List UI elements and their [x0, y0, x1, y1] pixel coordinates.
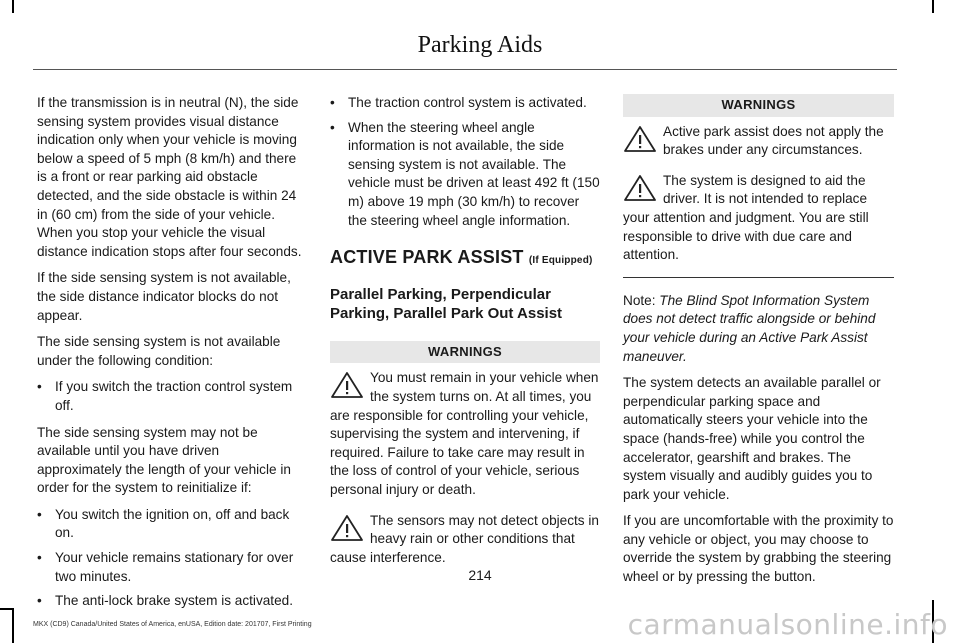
list-item [330, 94, 600, 113]
list-item [37, 506, 302, 543]
crop-mark-bottom-left-h [0, 608, 14, 610]
warning-item [330, 512, 600, 568]
bullet-list [37, 378, 302, 415]
warning-item [623, 123, 894, 160]
section-title-suffix: (If Equipped) [528, 255, 593, 267]
bullet-list [330, 94, 600, 230]
page-number: 214 [468, 567, 492, 583]
crop-mark-bottom-left [12, 608, 14, 643]
warnings-divider [623, 277, 894, 278]
warning-item [623, 172, 894, 265]
warning-text: The system is designed to aid the driver. It is not intended to replace your attention and judgment. You are still responsible to drive with due care and attention. [623, 172, 869, 263]
warnings-heading: WARNINGS [623, 94, 894, 117]
page-title: Parking Aids [417, 32, 543, 58]
section-heading [330, 248, 600, 271]
list-item-text: When the steering wheel angle information is not available, the side sensing system is not available. The vehicle must be driven at least 492 ft (150 m) above 19 mph (30 km/h) to recover the steering wheel angle information. [348, 119, 600, 228]
middle-column [330, 94, 600, 579]
bullet-list [37, 506, 302, 611]
note-label: Note: [623, 292, 656, 308]
paragraph: The side sensing system may not be available until you have driven approximately the length of your vehicle in order for the system to reinitialize if: [37, 424, 291, 496]
paragraph: The side sensing system is not available under the following condition: [37, 334, 281, 368]
paragraph: If the transmission is in neutral (N), the side sensing system provides visual distance indication only when your vehicle is moving below a speed of 5 mph (8 km/h) and there is a front or rear parking aid obstacle detected, and the side obstacle is within 24 in (60 cm) from the side of your vehicle. When you stop your vehicle the visual distance indication stops after four seconds. [37, 95, 302, 259]
bullet-icon: • [330, 119, 335, 135]
bullet-icon: • [37, 593, 42, 609]
subsection-heading: Parallel Parking, Perpendicular Parking, Parallel Park Out Assist [330, 285, 563, 322]
section-title-text: ACTIVE PARK ASSIST [330, 247, 524, 268]
list-item [330, 119, 600, 231]
warning-triangle-icon [623, 174, 657, 202]
warning-text: Active park assist does not apply the brakes under any circumstances. [663, 123, 884, 158]
note-paragraph [623, 292, 894, 366]
list-item [37, 592, 302, 611]
list-item [37, 378, 302, 415]
warnings-heading: WARNINGS [330, 341, 600, 364]
list-item-text: The anti-lock brake system is activated. [55, 593, 293, 609]
list-item-text: The traction control system is activated. [348, 95, 587, 110]
paragraph: If you are uncomfortable with the proximity to any vehicle or object, you may choose to override the system by grabbing the steering wheel or by pressing the button. [623, 513, 894, 585]
warning-text: You must remain in your vehicle when the system turns on. At all times, you are responsible for controlling your vehicle, supervising the system and intervening, if required. Failure to take care may result in the loss of control of your vehicle, serious personal injury or death. [330, 370, 599, 497]
right-column [623, 94, 894, 595]
bullet-icon: • [37, 550, 42, 566]
warning-item [330, 369, 600, 499]
note-text: The Blind Spot Information System does not detect traffic alongside or behind your vehicle during an Active Park Assist maneuver. [623, 292, 876, 364]
list-item-text: You switch the ignition on, off and back on. [55, 506, 290, 541]
header-divider [33, 69, 897, 70]
crop-mark-top-left [12, 0, 14, 13]
left-column [37, 94, 302, 619]
bullet-icon: • [330, 95, 335, 110]
paragraph: If the side sensing system is not available, the side distance indicator blocks do not appear. [37, 270, 291, 323]
list-item-text: Your vehicle remains stationary for over two minutes. [55, 550, 294, 584]
list-item-text: If you switch the traction control system off. [55, 379, 293, 413]
warning-triangle-icon [330, 371, 364, 399]
bullet-icon: • [37, 379, 42, 395]
warning-text: The sensors may not detect objects in heavy rain or other conditions that cause interference. [330, 512, 599, 565]
warning-triangle-icon [623, 125, 657, 153]
crop-mark-top-right [932, 0, 934, 13]
paragraph: The system detects an available parallel or perpendicular parking space and automatically steers your vehicle into the space (hands-free) while you control the accelerator, gearshift and brakes. The system visually and audibly guides you to park your vehicle. [623, 375, 881, 502]
warning-triangle-icon [330, 514, 364, 542]
watermark: carmanualsonline.info [627, 608, 948, 641]
footer-text: MKX (CD9) Canada/United States of America, enUSA, Edition date: 201707, First Printing [33, 621, 312, 628]
bullet-icon: • [37, 506, 42, 522]
